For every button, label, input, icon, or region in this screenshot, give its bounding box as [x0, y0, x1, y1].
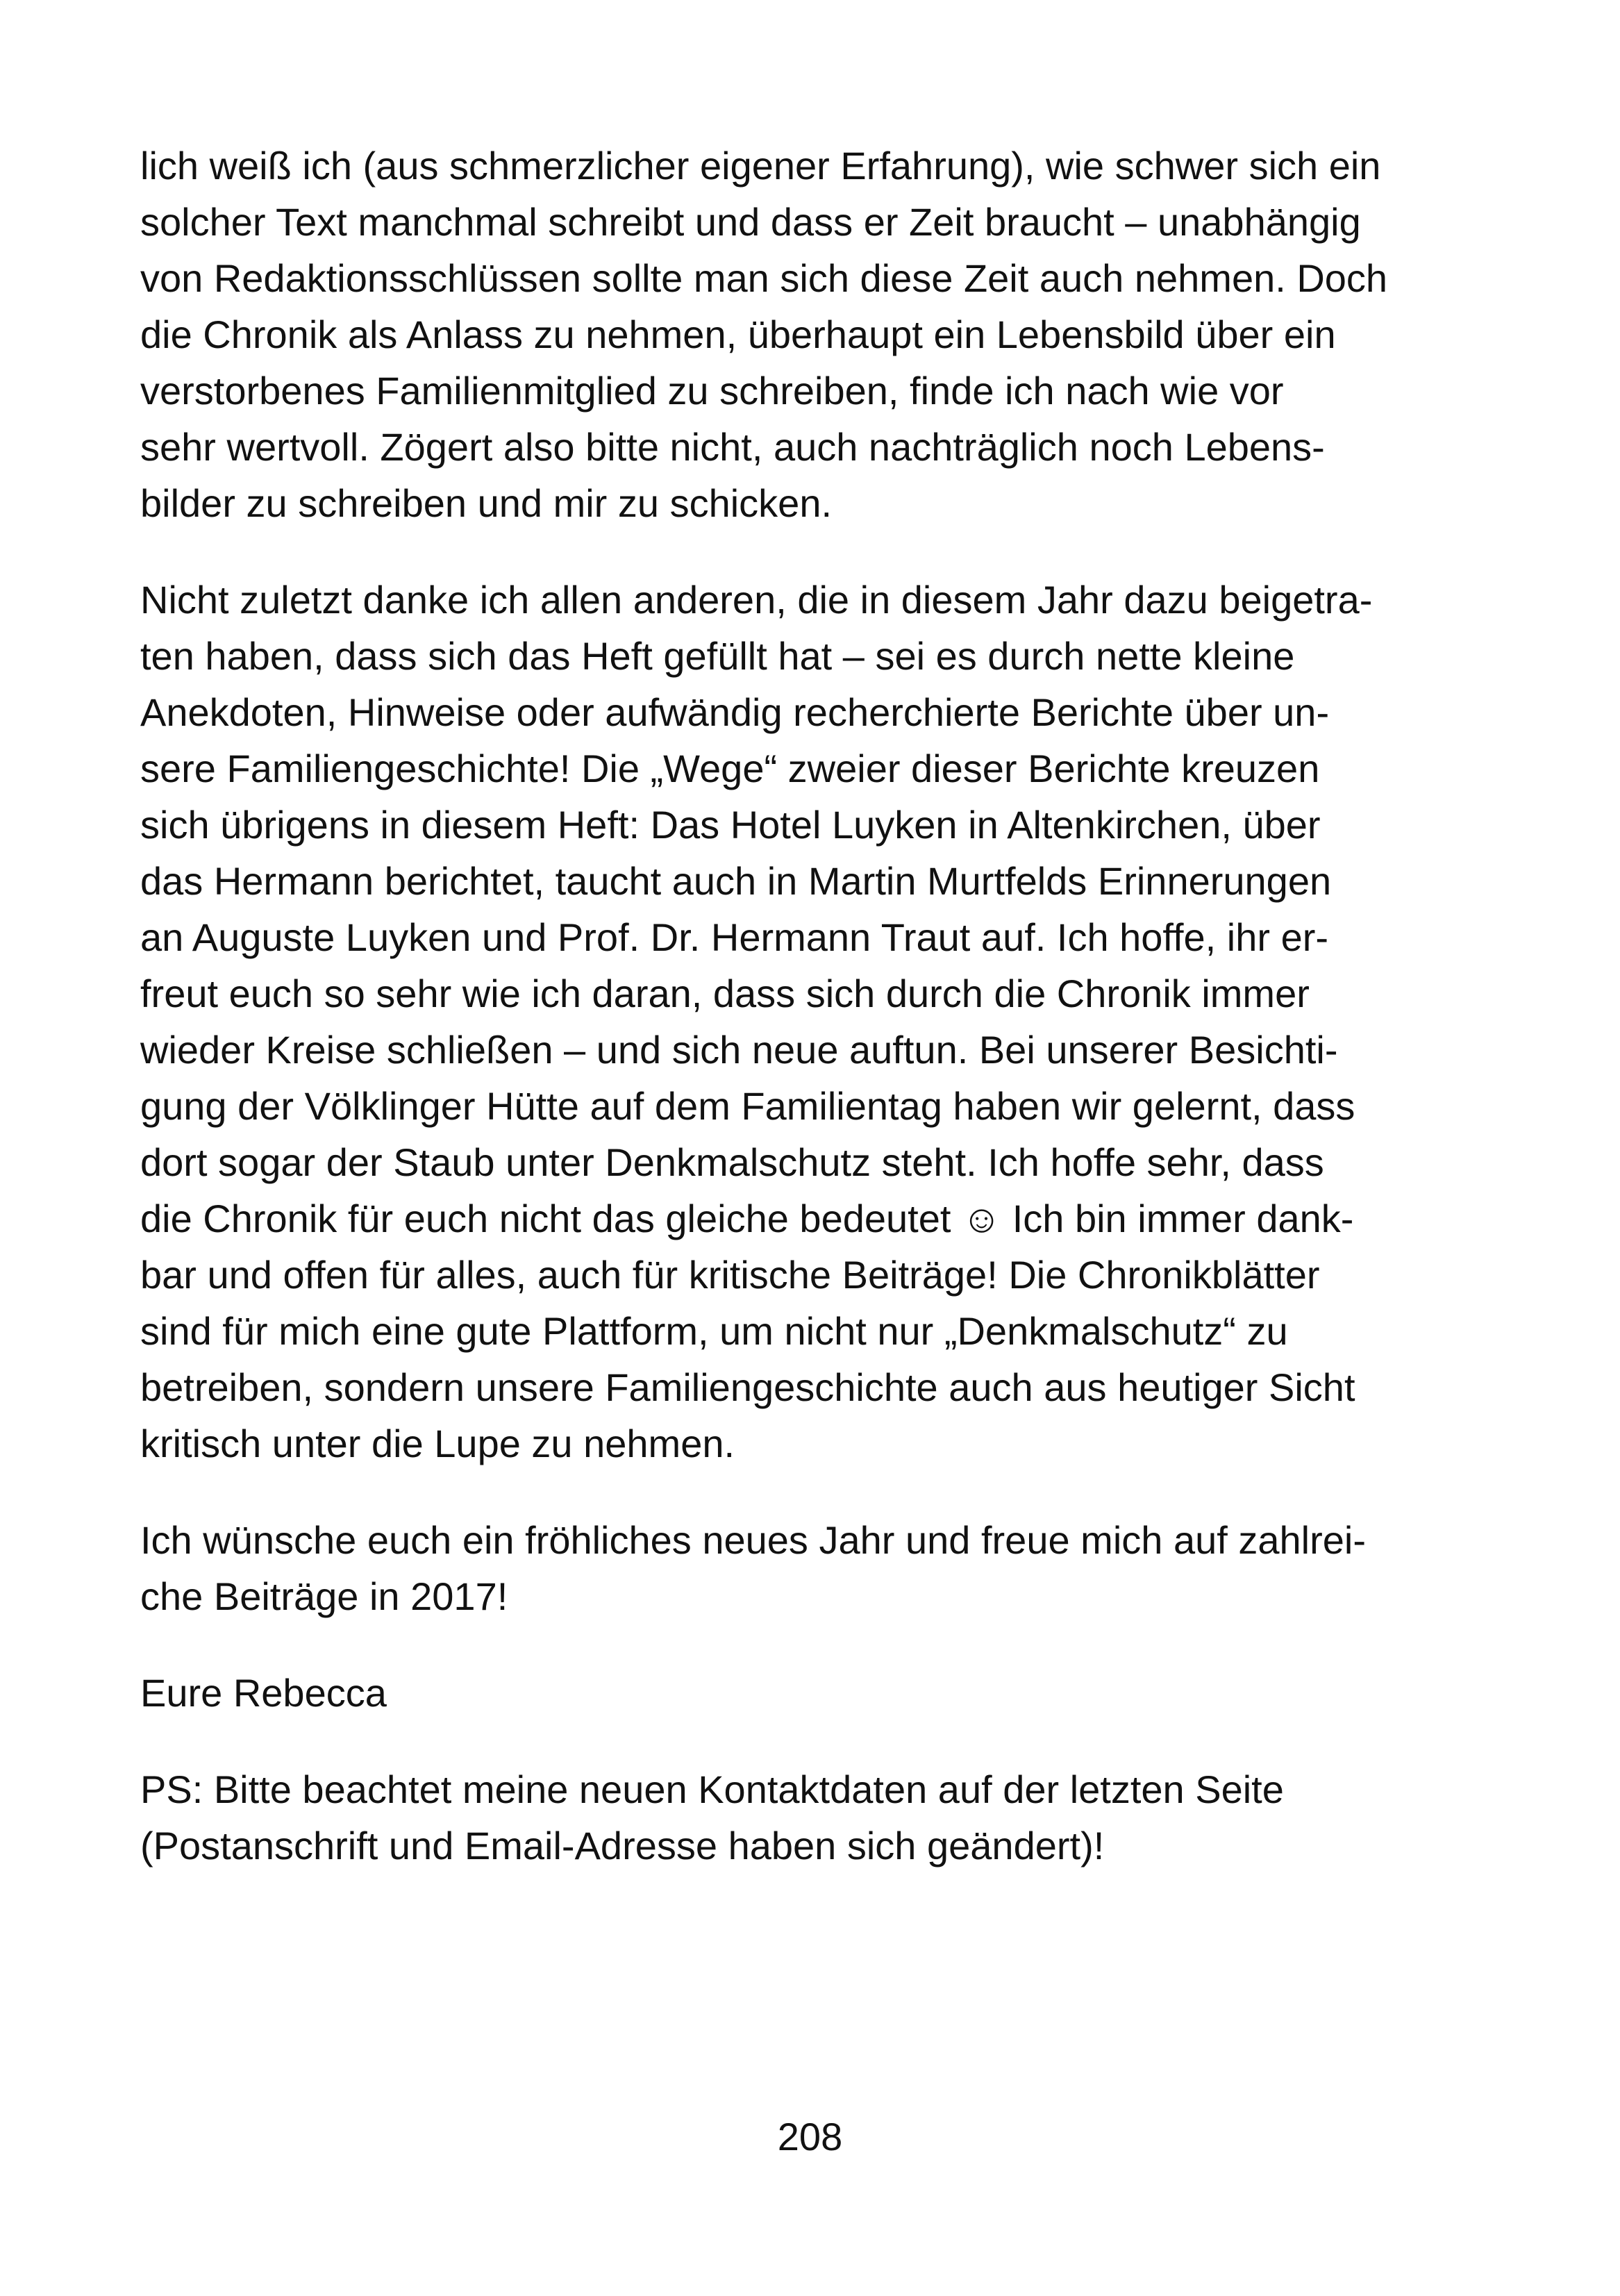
text-line: verstorbenes Familienmitglied zu schreiben, finde ich nach wie vor [140, 369, 1284, 413]
text-line: wieder Kreise schließen – und sich neue auftun. Bei unserer Besichti- [140, 1028, 1338, 1072]
text-line: von Redaktionsschlüssen sollte man sich diese Zeit auch nehmen. Doch [140, 256, 1388, 300]
text-line: Ich wünsche euch ein fröhliches neues Jahr und freue mich auf zahlrei- [140, 1518, 1366, 1562]
text-line: sehr wertvoll. Zögert also bitte nicht, auch nachträglich noch Lebens- [140, 425, 1325, 469]
paragraph-spacer [140, 1721, 1515, 1761]
text-line: PS: Bitte beachtet meine neuen Kontaktdaten auf der letzten Seite [140, 1767, 1284, 1811]
paragraph-life-story-request [140, 138, 1515, 531]
text-line: che Beiträge in 2017! [140, 1574, 508, 1618]
text-line: die Chronik für euch nicht das gleiche bedeutet ☺ Ich bin immer dank- [140, 1197, 1354, 1240]
postscript [140, 1761, 1515, 1874]
text-line: Nicht zuletzt danke ich allen anderen, die in diesem Jahr dazu beigetra- [140, 578, 1373, 622]
text-line: sich übrigens in diesem Heft: Das Hotel Luyken in Altenkirchen, über [140, 803, 1321, 847]
paragraph-new-year-wishes [140, 1512, 1515, 1624]
paragraph-spacer [140, 531, 1515, 572]
text-line: sere Familiengeschichte! Die „Wege“ zweier dieser Berichte kreuzen [140, 747, 1320, 790]
paragraph-spacer [140, 1472, 1515, 1512]
text-line: solcher Text manchmal schreibt und dass er Zeit braucht – unabhängig [140, 200, 1361, 244]
letter-body [140, 138, 1515, 1874]
text-line: betreiben, sondern unsere Familiengeschichte auch aus heutiger Sicht [140, 1365, 1355, 1409]
paragraph-thanks [140, 572, 1515, 1472]
text-line: Eure Rebecca [140, 1671, 387, 1715]
text-line: dort sogar der Staub unter Denkmalschutz steht. Ich hoffe sehr, dass [140, 1140, 1324, 1184]
text-line: bar und offen für alles, auch für kritische Beiträge! Die Chronikblätter [140, 1253, 1320, 1297]
text-line: sind für mich eine gute Plattform, um nicht nur „Denkmalschutz“ zu [140, 1309, 1288, 1353]
text-line: freut euch so sehr wie ich daran, dass sich durch die Chronik immer [140, 972, 1310, 1015]
text-line: kritisch unter die Lupe zu nehmen. [140, 1422, 735, 1465]
text-line: ten haben, dass sich das Heft gefüllt hat – sei es durch nette kleine [140, 634, 1295, 678]
text-line: bilder zu schreiben und mir zu schicken. [140, 481, 833, 525]
text-line: an Auguste Luyken und Prof. Dr. Hermann Traut auf. Ich hoffe, ihr er- [140, 915, 1329, 959]
signature [140, 1665, 1515, 1721]
text-line: (Postanschrift und Email-Adresse haben sich geändert)! [140, 1824, 1105, 1867]
text-line: das Hermann berichtet, taucht auch in Martin Murtfelds Erinnerungen [140, 859, 1332, 903]
text-line: Anekdoten, Hinweise oder aufwändig recherchierte Berichte über un- [140, 690, 1330, 734]
text-line: die Chronik als Anlass zu nehmen, überhaupt ein Lebensbild über ein [140, 313, 1336, 356]
paragraph-spacer [140, 1624, 1515, 1665]
page-number: 208 [777, 2115, 843, 2158]
text-line: gung der Völklinger Hütte auf dem Familientag haben wir gelernt, dass [140, 1084, 1355, 1128]
text-line: lich weiß ich (aus schmerzlicher eigener Erfahrung), wie schwer sich ein [140, 144, 1381, 188]
